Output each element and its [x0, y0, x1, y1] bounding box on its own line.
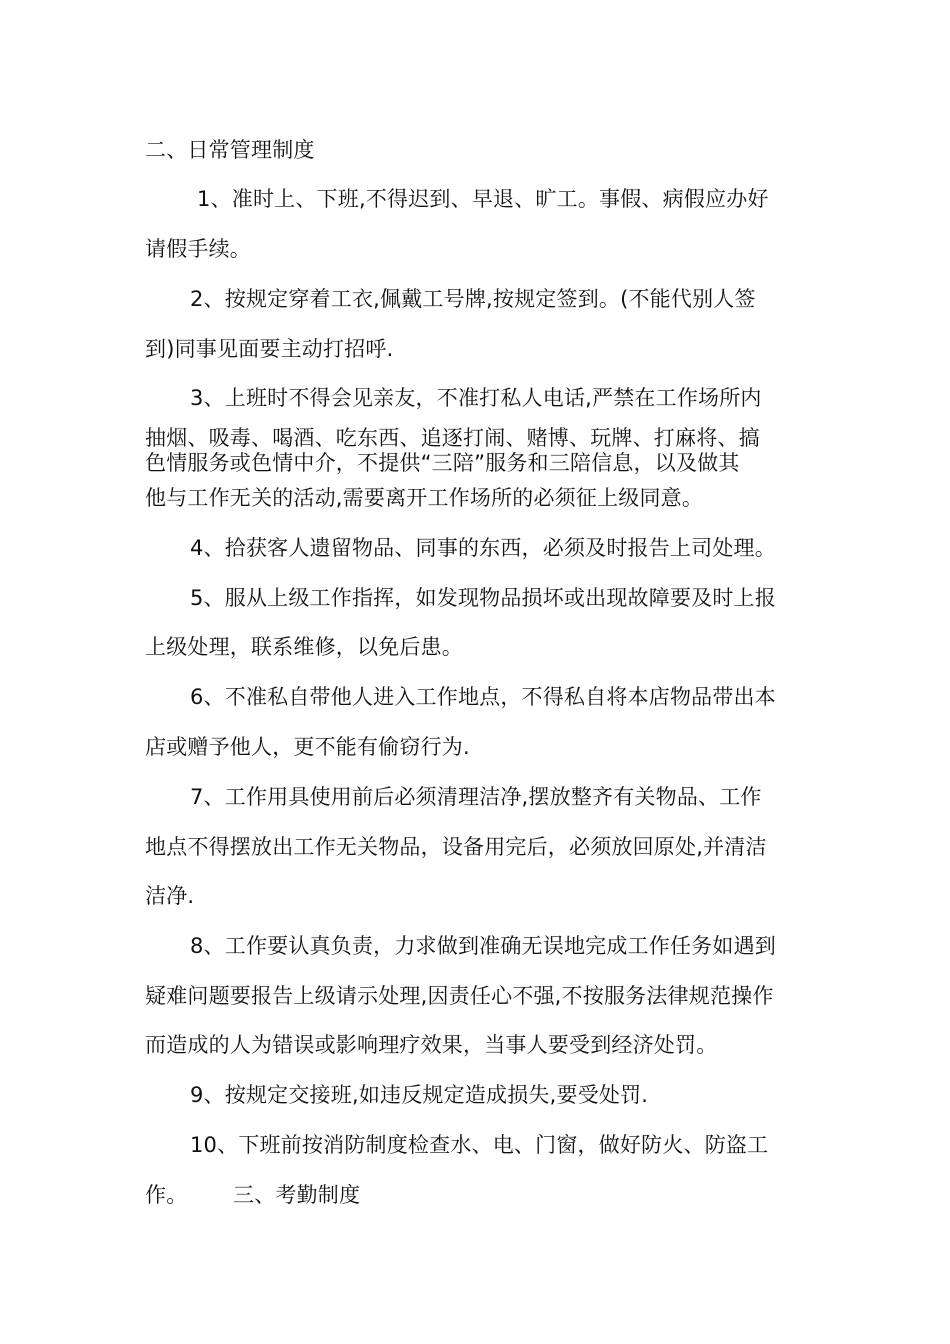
section-heading-daily-management: 二、日常管理制度: [145, 138, 315, 162]
rule-5-line-1: 5、服从上级工作指挥，如发现物品损坏或出现故障要及时上报: [190, 586, 776, 610]
rule-3-line-3: 色情服务或色情中介，不提供“三陪”服务和三陪信息，以及做其: [145, 451, 740, 475]
rule-2-line-1: 2、按规定穿着工衣,佩戴工号牌,按规定签到。(不能代别人签: [190, 287, 756, 311]
rule-7-line-2: 地点不得摆放出工作无关物品，设备用完后，必须放回原处,并清洁: [145, 835, 767, 859]
rule-8-line-3: 而造成的人为错误或影响理疗效果，当事人要受到经济处罚。: [145, 1033, 718, 1057]
rule-3-line-1: 3、上班时不得会见亲友，不准打私人电话,严禁在工作场所内: [190, 386, 762, 410]
rule-5-line-2: 上级处理，联系维修，以免后患。: [145, 635, 463, 659]
rule-9-line-1: 9、按规定交接班,如违反规定造成损失,要受处罚.: [190, 1083, 649, 1107]
rule-6-line-2: 店或赠予他人，更不能有偷窃行为.: [145, 735, 470, 759]
rule-10-line-2: 作。: [145, 1183, 188, 1207]
rule-8-line-2: 疑难问题要报告上级请示处理,因责任心不强,不按服务法律规范操作: [145, 984, 774, 1008]
rule-10-line-1: 10、下班前按消防制度检查水、电、门窗，做好防火、防盗工: [190, 1133, 769, 1157]
rule-4-line-1: 4、拾获客人遗留物品、同事的东西，必须及时报告上司处理。: [190, 536, 776, 560]
rule-3-line-4: 他与工作无关的活动,需要离开工作场所的必须征上级同意。: [145, 486, 704, 510]
rule-1-line-1: 1、准时上、下班,不得迟到、早退、旷工。事假、病假应办好: [197, 187, 769, 211]
rule-7-line-3: 洁净.: [145, 884, 195, 908]
rule-6-line-1: 6、不准私自带他人进入工作地点，不得私自将本店物品带出本: [190, 685, 776, 709]
rule-2-line-2: 到)同事见面要主动打招呼.: [145, 337, 394, 361]
rule-8-line-1: 8、工作要认真负责，力求做到准确无误地完成工作任务如遇到: [190, 934, 776, 958]
rule-3-line-2: 抽烟、吸毒、喝酒、吃东西、追逐打闹、赌博、玩牌、打麻将、搞: [145, 426, 760, 450]
rule-7-line-1: 7、工作用具使用前后必须清理洁净,摆放整齐有关物品、工作: [190, 785, 762, 809]
rule-1-line-2: 请假手续。: [145, 237, 251, 261]
section-heading-attendance: 三、考勤制度: [233, 1183, 361, 1207]
